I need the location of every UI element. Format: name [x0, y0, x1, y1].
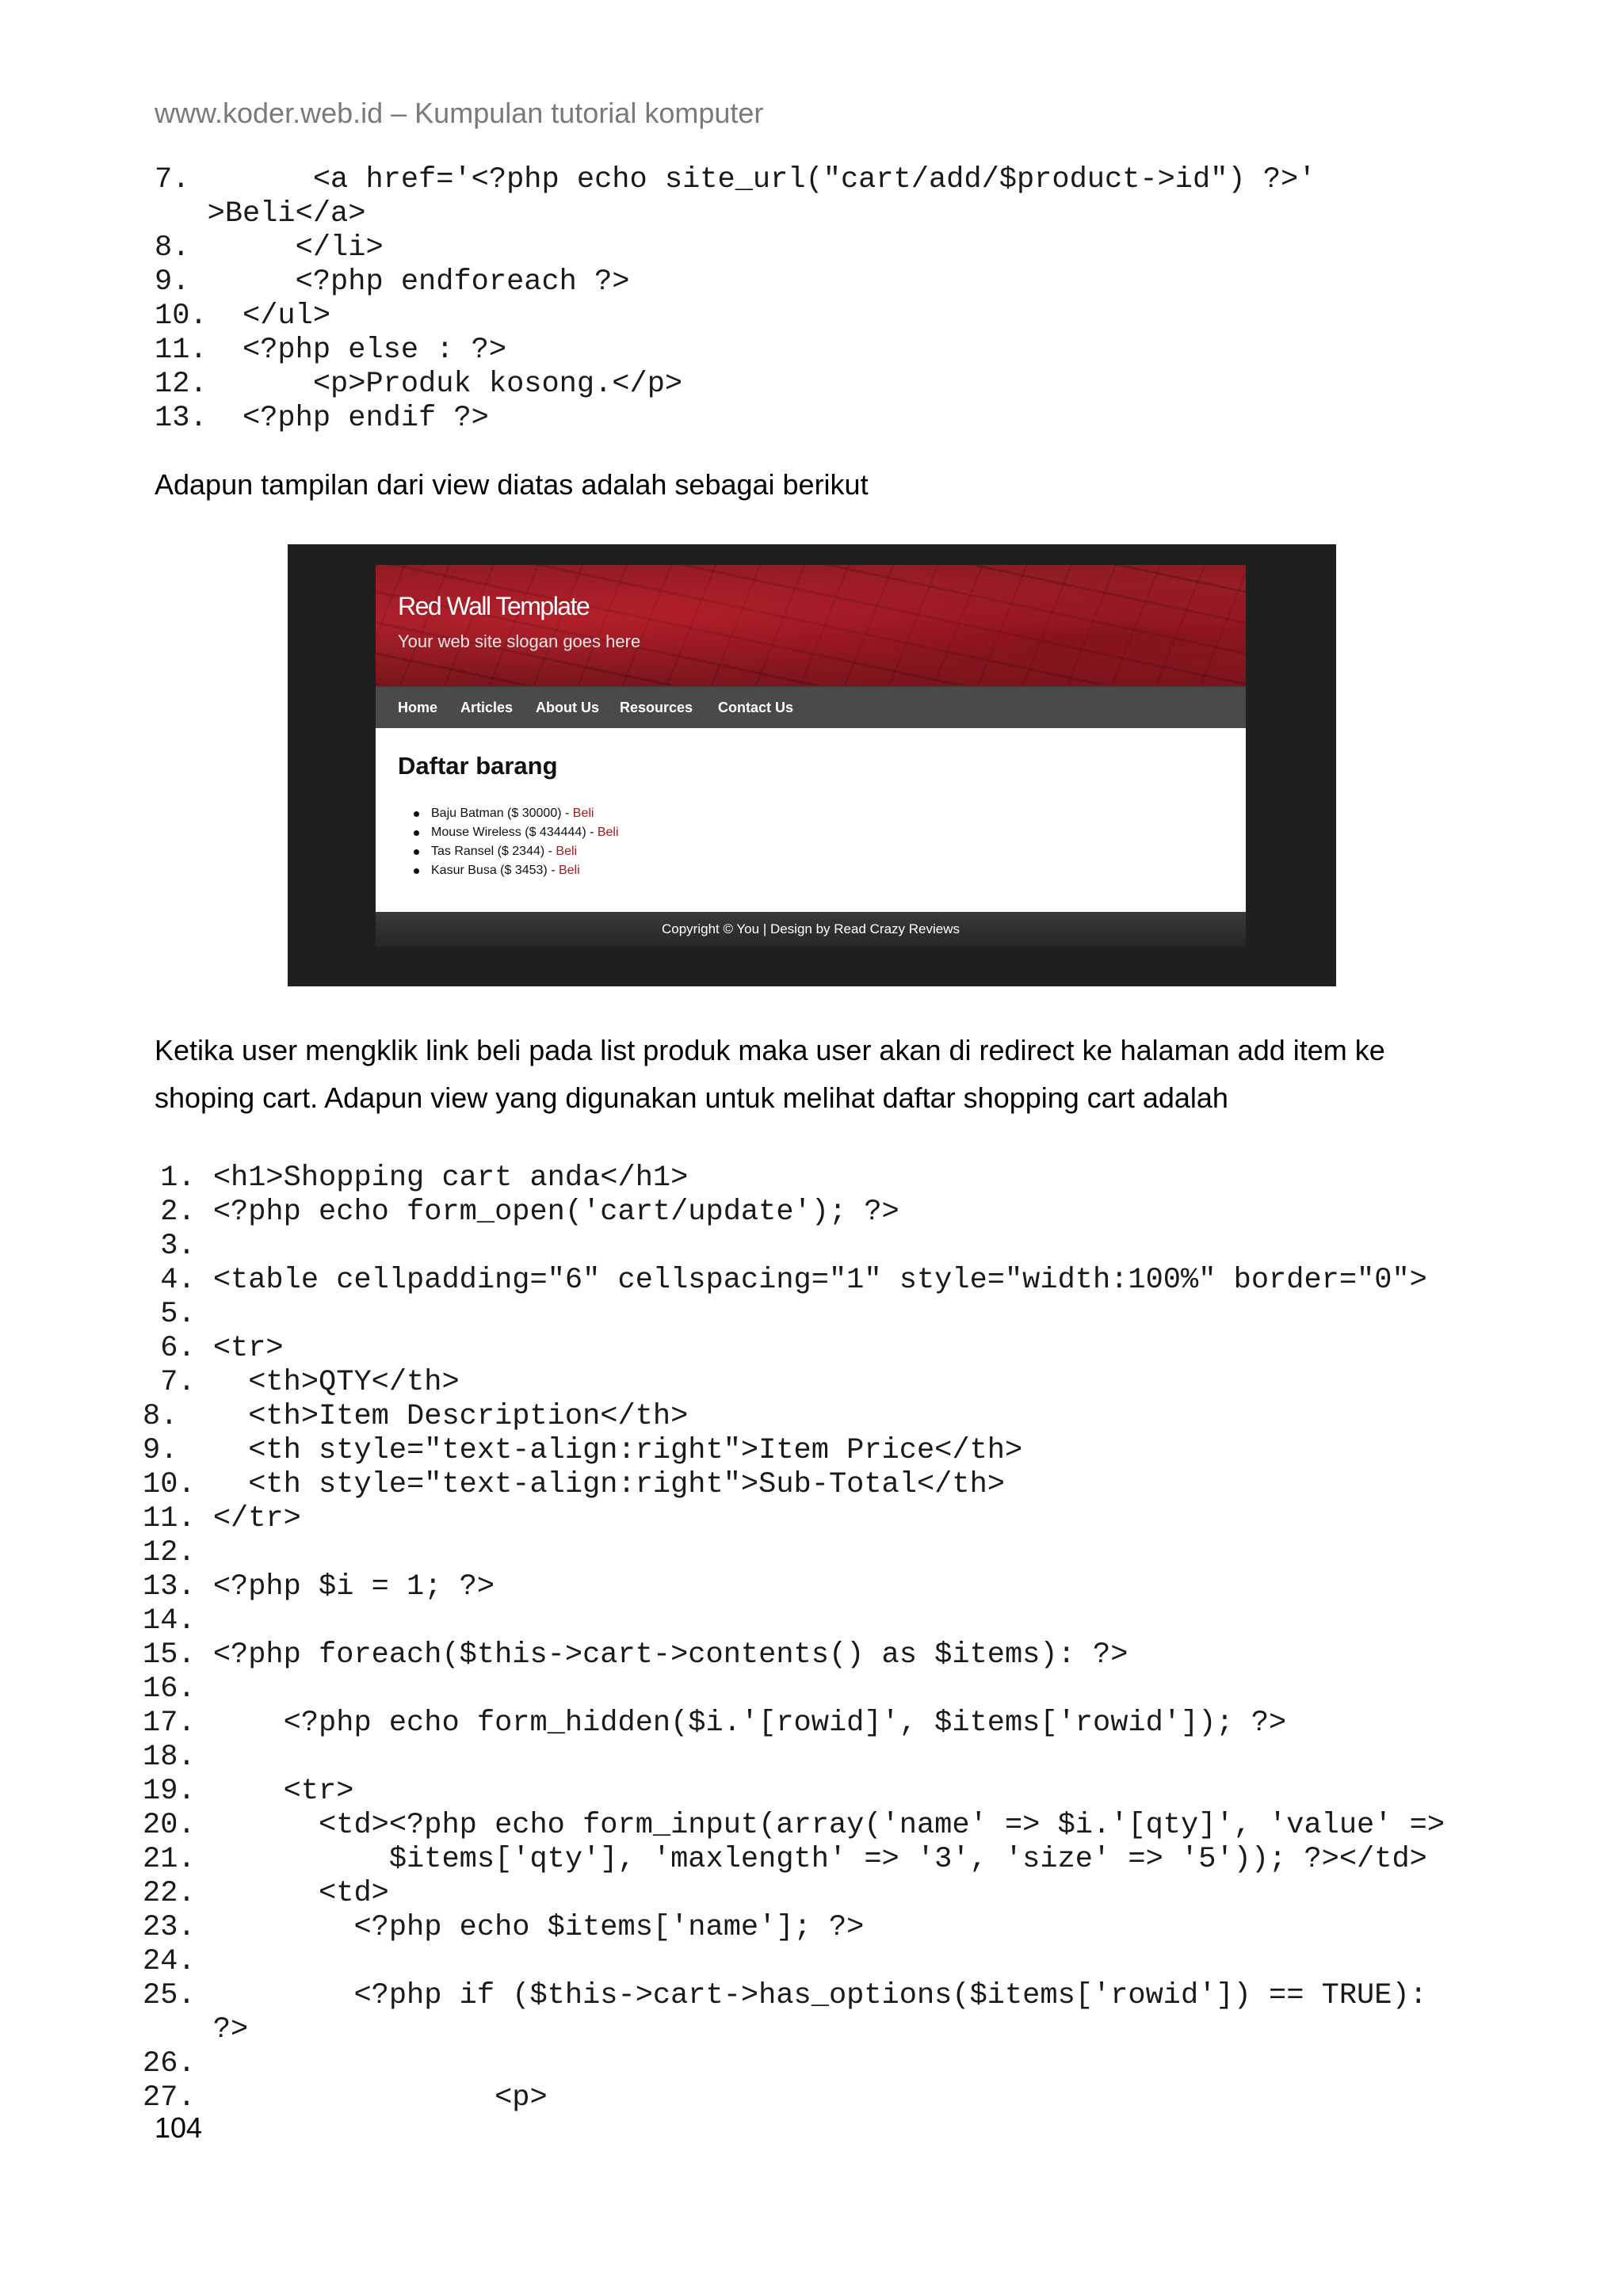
code-line: 9. <?php endforeach ?>	[155, 265, 630, 299]
code-line: 13. <?php $i = 1; ?>	[143, 1570, 495, 1604]
product-text: Kasur Busa ($ 3453) -	[431, 864, 559, 877]
site-navbar	[376, 685, 1246, 728]
site-content	[376, 728, 1246, 912]
page-number: 104	[155, 2111, 203, 2144]
product-text: Mouse Wireless ($ 434444) -	[431, 826, 598, 839]
code-line: 1. <h1>Shopping cart anda</h1>	[143, 1161, 689, 1195]
code-line: 18.	[143, 1741, 196, 1774]
list-item	[431, 804, 619, 823]
page-header: www.koder.web.id – Kumpulan tutorial komputer	[155, 97, 764, 129]
code-line: 11. <?php else : ?>	[155, 334, 507, 367]
nav-item-home[interactable]: Home	[398, 700, 438, 715]
code-line: 10. <th style="text-align:right">Sub-Total</th>	[143, 1468, 1005, 1501]
bullet-icon	[414, 830, 419, 836]
code-line: 3.	[143, 1230, 196, 1263]
content-heading: Daftar barang	[398, 752, 558, 780]
code-line: 27. <p>	[143, 2081, 548, 2115]
code-line: 12. <p>Produk kosong.</p>	[155, 368, 683, 401]
code-line: 11. </tr>	[143, 1502, 301, 1535]
code-line: 12.	[143, 1536, 196, 1569]
product-text: Tas Ransel ($ 2344) -	[431, 845, 556, 858]
code-line: 4. <table cellpadding="6" cellspacing="1" style="width:100%" border="0">	[143, 1264, 1427, 1297]
code-line: 21. $items['qty'], 'maxlength' => '3', 'size' => '5')); ?></td>	[143, 1843, 1427, 1876]
code-line: 2. <?php echo form_open('cart/update'); ?>	[143, 1196, 899, 1229]
buy-link[interactable]: Beli	[572, 807, 594, 820]
buy-link[interactable]: Beli	[597, 826, 619, 839]
footer-text: Copyright © You | Design by Read Crazy Reviews	[661, 921, 960, 936]
code-line: 26.	[143, 2047, 196, 2081]
code-line: 7. <a href='<?php echo site_url("cart/add/$product->id") ?>'	[155, 163, 1316, 196]
code-line: 15. <?php foreach($this->cart->contents() as $items): ?>	[143, 1638, 1128, 1672]
code-line: 17. <?php echo form_hidden($i.'[rowid]', $items['rowid']); ?>	[143, 1707, 1287, 1740]
code-line: 6. <tr>	[143, 1332, 284, 1365]
code-line: 24.	[143, 1945, 196, 1978]
code-line: 25. <?php if ($this->cart->has_options($items['rowid']) == TRUE):	[143, 1979, 1427, 2012]
bullet-icon	[414, 811, 419, 817]
site-title: Red Wall Template	[398, 592, 590, 620]
code-line: 8. <th>Item Description</th>	[143, 1400, 689, 1433]
code-line: 13. <?php endif ?>	[155, 402, 489, 435]
buy-link[interactable]: Beli	[556, 845, 578, 858]
bullet-icon	[414, 868, 419, 874]
site-banner	[376, 565, 1246, 685]
nav-item-contact-us[interactable]: Contact Us	[718, 700, 794, 715]
site-frame	[376, 565, 1246, 963]
code-line: 22. <td>	[143, 1877, 389, 1910]
code-line: 16.	[143, 1672, 196, 1706]
bullet-icon	[414, 849, 419, 855]
code-line: 20. <td><?php echo form_input(array('name' => $i.'[qty]', 'value' =>	[143, 1809, 1445, 1842]
buy-link[interactable]: Beli	[558, 864, 580, 877]
paragraph-cart-view: Ketika user mengklik link beli pada list produk maka user akan di redirect ke halaman add item ke shoping cart. Adapun view yang digunakan untuk melihat daftar shopping cart adalah	[155, 1034, 1385, 1114]
paragraph-intro-view: Adapun tampilan dari view diatas adalah sebagai berikut	[155, 468, 869, 501]
code-line: 14.	[143, 1604, 196, 1638]
list-item	[431, 861, 619, 880]
code-block-view-list	[155, 163, 1316, 436]
code-line: 9. <th style="text-align:right">Item Price</th>	[143, 1434, 1023, 1467]
code-line: 5.	[143, 1298, 196, 1331]
code-line: 8. </li>	[155, 231, 384, 265]
site-slogan: Your web site slogan goes here	[398, 631, 641, 651]
nav-item-resources[interactable]: Resources	[620, 700, 693, 715]
code-line: >Beli</a>	[155, 197, 366, 231]
code-line: 7. <th>QTY</th>	[143, 1366, 460, 1399]
code-line: 23. <?php echo $items['name']; ?>	[143, 1911, 865, 1944]
list-item	[431, 842, 619, 861]
nav-item-about-us[interactable]: About Us	[536, 700, 599, 715]
code-line: ?>	[143, 2013, 249, 2046]
product-text: Baju Batman ($ 30000) -	[431, 807, 573, 820]
code-line: 19. <tr>	[143, 1775, 354, 1808]
nav-item-articles[interactable]: Articles	[460, 700, 514, 715]
code-line: 10. </ul>	[155, 299, 331, 333]
product-list	[431, 804, 619, 880]
template-screenshot	[288, 544, 1336, 986]
list-item	[431, 823, 619, 842]
site-footer	[376, 912, 1246, 947]
code-block-shopping-cart	[143, 1161, 1445, 2115]
